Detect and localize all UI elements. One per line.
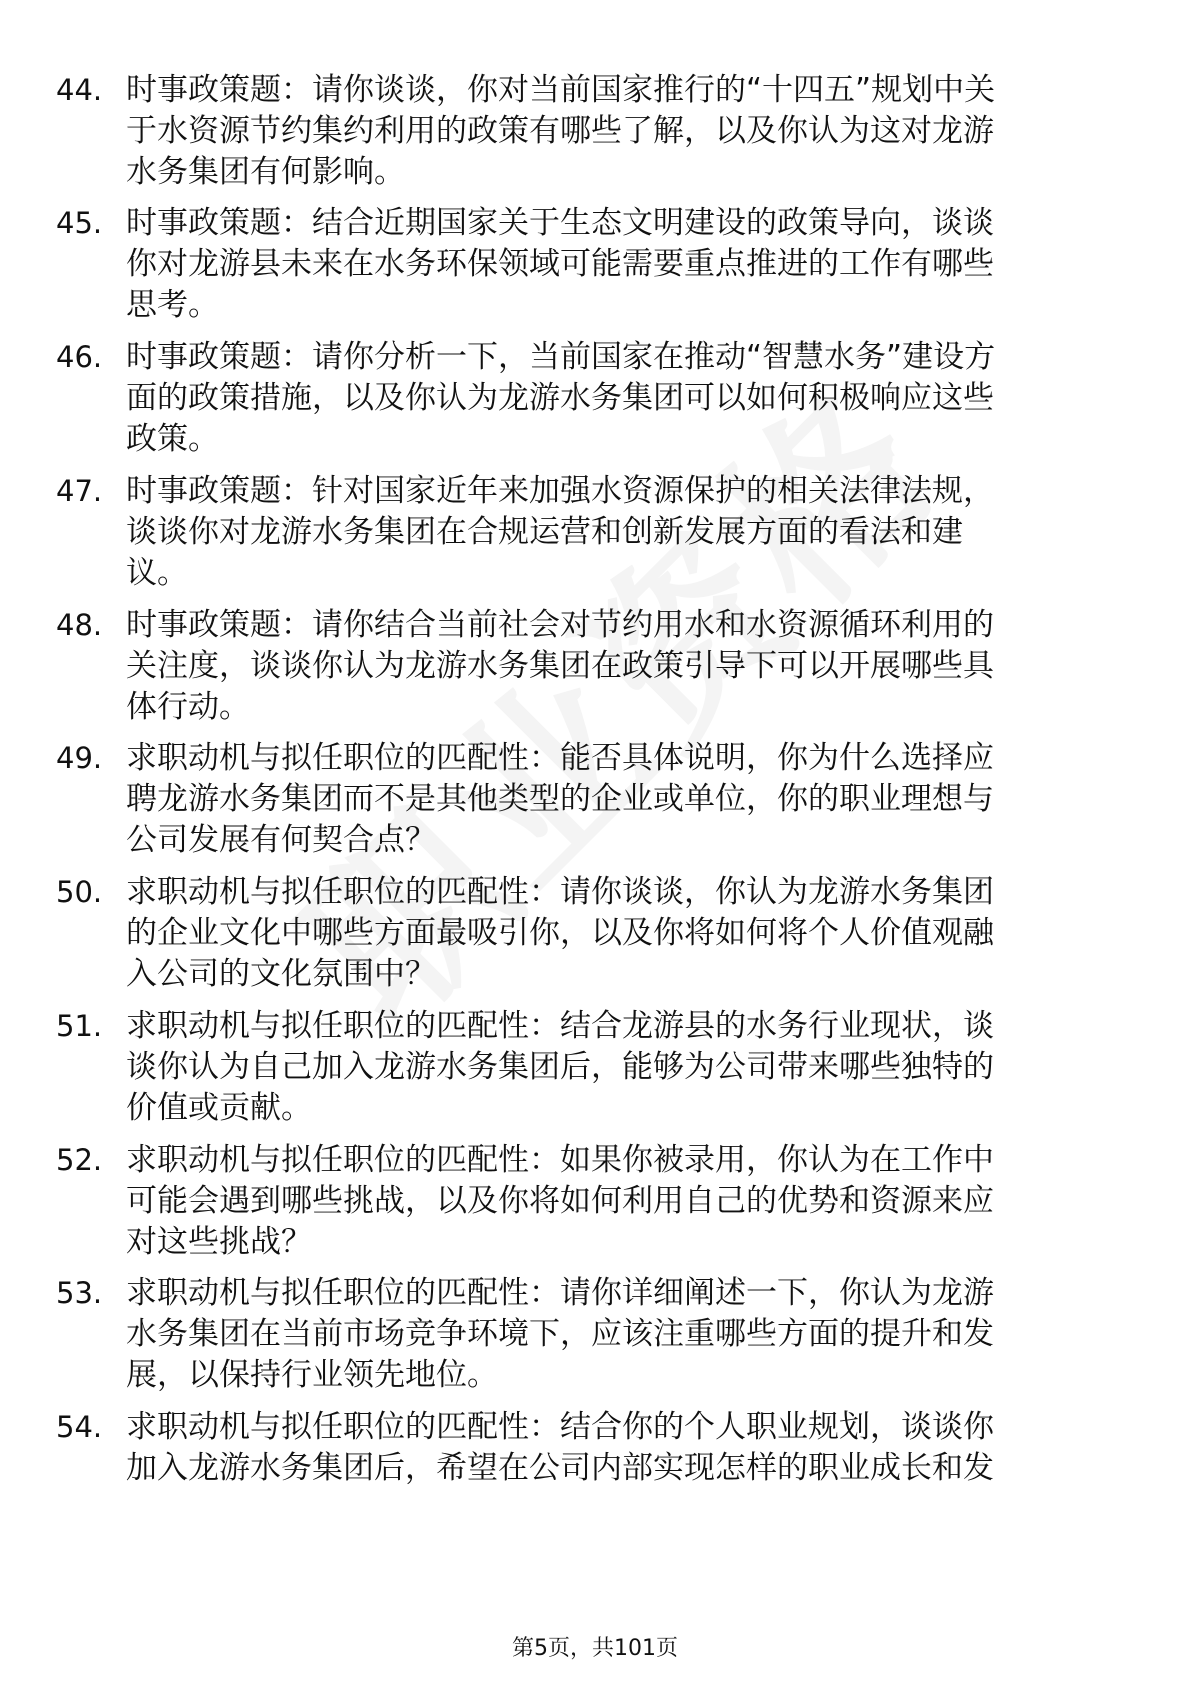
question-line: 求职动机与拟任职位的匹配性：能否具体说明，你为什么选择应: [126, 740, 994, 776]
question-text: [126, 1140, 1116, 1263]
question-item: [0, 738, 1190, 868]
question-line: 求职动机与拟任职位的匹配性：结合龙游县的水务行业现状，谈: [126, 1008, 994, 1044]
question-line: 求职动机与拟任职位的匹配性：请你谈谈，你认为龙游水务集团: [126, 874, 994, 910]
question-text: [126, 70, 1116, 193]
question-line: 的企业文化中哪些方面最吸引你，以及你将如何将个人价值观融: [126, 915, 994, 951]
question-line: 求职动机与拟任职位的匹配性：如果你被录用，你认为在工作中: [126, 1142, 994, 1178]
question-line: 于水资源节约集约利用的政策有哪些了解，以及你认为这对龙游: [126, 113, 994, 149]
question-item: [0, 471, 1190, 601]
question-line: 可能会遇到哪些挑战，以及你将如何利用自己的优势和资源来应: [126, 1183, 994, 1219]
question-line: 思考。: [126, 287, 219, 323]
question-text: [126, 1006, 1116, 1129]
question-item: [0, 70, 1190, 200]
question-item: [0, 1407, 1190, 1537]
question-number: 44.: [56, 73, 103, 107]
question-number: 46.: [56, 340, 103, 374]
question-line: 议。: [126, 555, 188, 591]
question-number: 45.: [56, 206, 103, 240]
question-text: [126, 203, 1116, 326]
question-number: 50.: [56, 875, 103, 909]
question-item: [0, 1006, 1190, 1136]
question-line: 聘龙游水务集团而不是其他类型的企业或单位，你的职业理想与: [126, 781, 994, 817]
question-line: 求职动机与拟任职位的匹配性：结合你的个人职业规划，谈谈你: [126, 1409, 994, 1445]
question-number: 54.: [56, 1410, 103, 1444]
question-text: [126, 1273, 1116, 1396]
question-text: [126, 738, 1116, 861]
question-line: 对这些挑战？: [126, 1224, 312, 1260]
question-line: 价值或贡献。: [126, 1090, 312, 1126]
question-text: [126, 605, 1116, 728]
question-line: 面的政策措施，以及你认为龙游水务集团可以如何积极响应这些: [126, 380, 994, 416]
question-number: 53.: [56, 1276, 103, 1310]
question-item: [0, 203, 1190, 333]
question-line: 加入龙游水务集团后，希望在公司内部实现怎样的职业成长和发: [126, 1450, 994, 1486]
question-line: 体行动。: [126, 689, 250, 725]
question-number: 47.: [56, 474, 103, 508]
question-line: 谈你认为自己加入龙游水务集团后，能够为公司带来哪些独特的: [126, 1049, 994, 1085]
question-line: 水务集团在当前市场竞争环境下，应该注重哪些方面的提升和发: [126, 1316, 994, 1352]
question-text: [126, 872, 1116, 995]
question-item: [0, 1273, 1190, 1403]
question-text: [126, 337, 1116, 460]
question-number: 52.: [56, 1143, 103, 1177]
question-line: 关注度，谈谈你认为龙游水务集团在政策引导下可以开展哪些具: [126, 648, 994, 684]
question-item: [0, 1140, 1190, 1270]
page-number-label: 第5页，共101页: [512, 1636, 678, 1661]
question-line: 求职动机与拟任职位的匹配性：请你详细阐述一下，你认为龙游: [126, 1275, 994, 1311]
question-line: 时事政策题：请你结合当前社会对节约用水和水资源循环利用的: [126, 607, 994, 643]
question-line: 谈谈你对龙游水务集团在合规运营和创新发展方面的看法和建: [126, 514, 963, 550]
question-line: 公司发展有何契合点？: [126, 822, 436, 858]
question-item: [0, 337, 1190, 467]
question-line: 时事政策题：针对国家近年来加强水资源保护的相关法律法规，: [126, 473, 994, 509]
question-line: 时事政策题：请你分析一下，当前国家在推动“智慧水务”建设方: [126, 339, 996, 375]
question-item: [0, 605, 1190, 735]
question-line: 水务集团有何影响。: [126, 154, 405, 190]
question-item: [0, 872, 1190, 1002]
question-text: [126, 471, 1116, 594]
question-text: [126, 1407, 1116, 1489]
question-number: 48.: [56, 608, 103, 642]
question-line: 时事政策题：结合近期国家关于生态文明建设的政策导向，谈谈: [126, 205, 994, 241]
question-line: 政策。: [126, 421, 219, 457]
page-footer: [0, 1634, 1190, 1664]
question-number: 51.: [56, 1009, 103, 1043]
question-number: 49.: [56, 741, 103, 775]
question-line: 展，以保持行业领先地位。: [126, 1357, 498, 1393]
question-line: 入公司的文化氛围中？: [126, 956, 436, 992]
question-line: 你对龙游县未来在水务环保领域可能需要重点推进的工作有哪些: [126, 246, 994, 282]
question-line: 时事政策题：请你谈谈，你对当前国家推行的“十四五”规划中关: [126, 72, 996, 108]
